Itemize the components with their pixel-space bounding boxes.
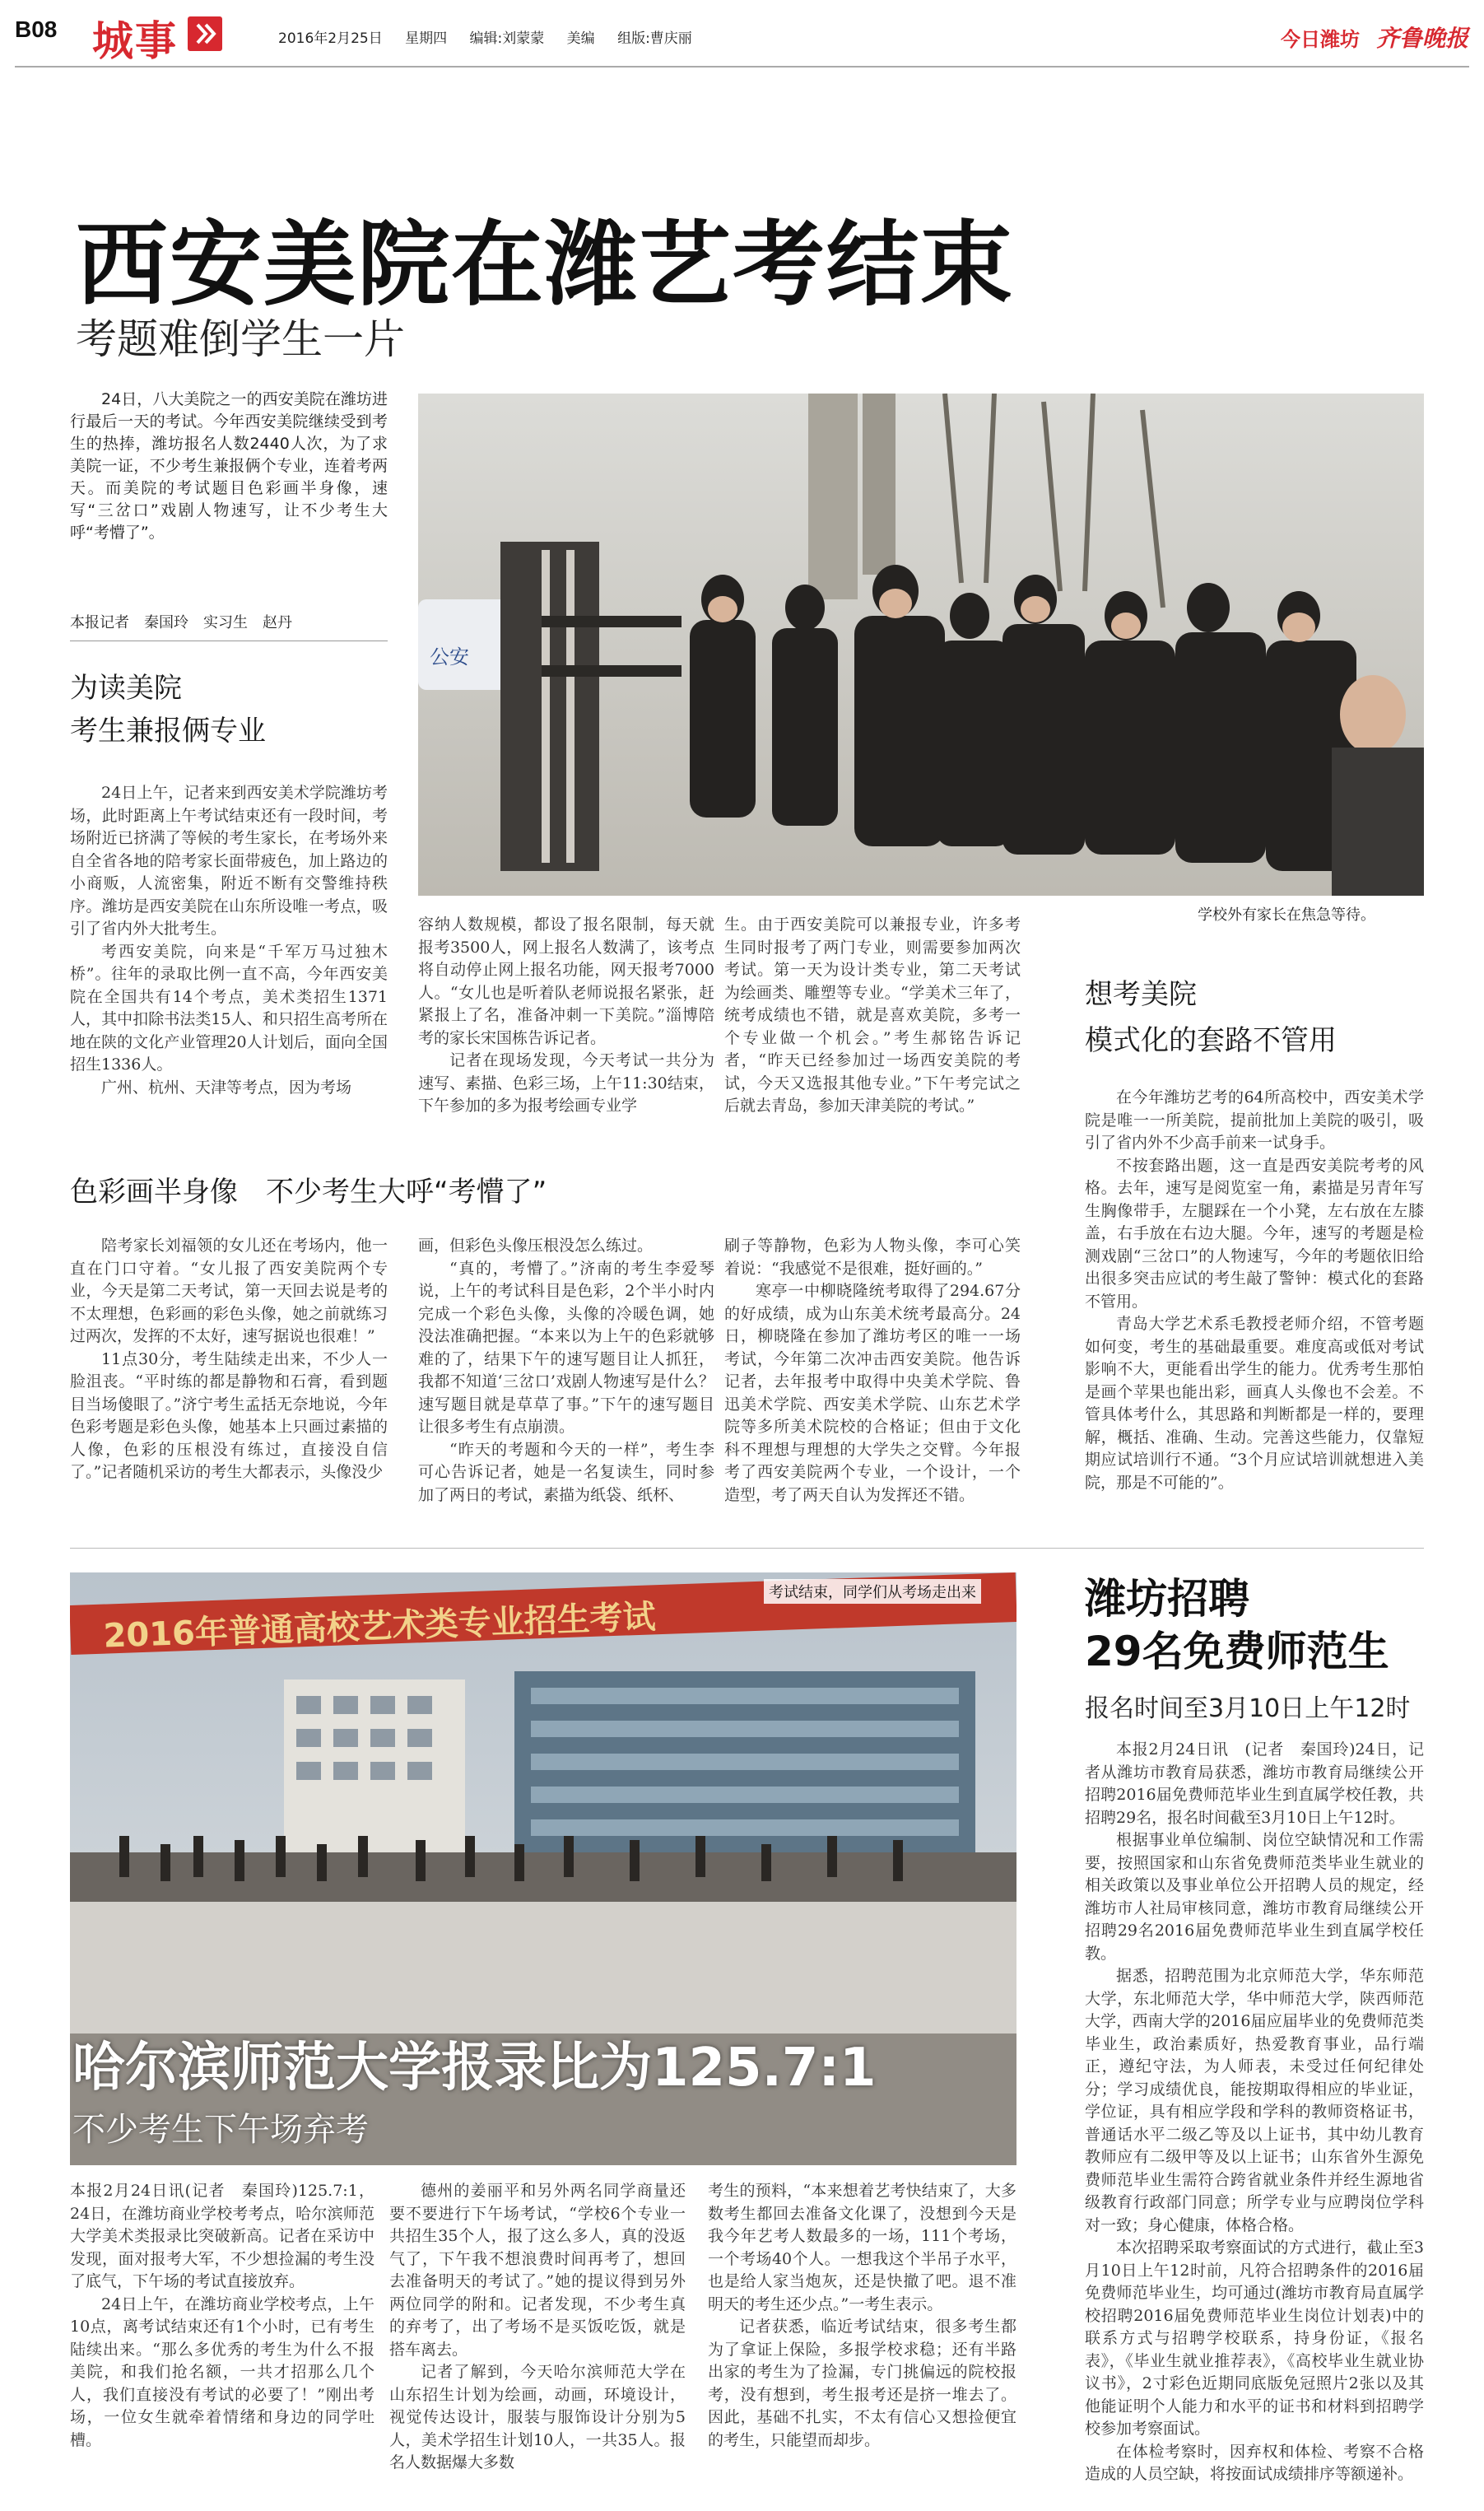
weekday: 星期四 (405, 30, 448, 47)
s1-col3-p1: 生。由于西安美院可以兼报专业，许多考生同时报考了两门专业，则需要参加两次考试。第一天为设计类专业，第二天考试为绘画类、雕塑等专业。“学美术三年了，统考成绩也不错，就是喜欢美院，多考一个专业做一个机会。”考生郝铭告诉记者，“昨天已经参加过一场西安美院的考试，今天又选报其他专业。”下午考完试之后就去青岛，参加天津美院的考试。” (724, 915, 1021, 1115)
side-p1: 本报2月24日讯 (记者 秦国玲)24日，记者从潍坊市教育局获悉，潍坊市教育局继续公开招聘2016届免费师范毕业生到直属学校任教，共招聘29名，报名时间截至3月10日上午12时。 (1085, 1740, 1424, 1827)
s3-col-p2: 不按套路出题，这一直是西安美院考考的风格。去年，速写是阅览室一角，素描是另青年写生胸像带手，左腿踩在一个小凳，左右放在左膝盖，右手放在右边大腿。今年，速写的考题是检测戏剧“三岔口”的人物速写，今年的考题依旧给出很多突击应试的考生敲了警钟：模式化的套路不管用。 (1085, 1156, 1424, 1311)
banner-col2-p2: 记者了解到，今天哈尔滨师范大学在山东招生计划为绘画，动画，环境设计，视觉传达设计，服装与服饰设计分别为5人，美术学招生计划10人，一共35人。报名人数据爆大多数 (389, 2363, 686, 2471)
section1-title-line2: 考生兼报俩专业 (70, 715, 266, 748)
main-subhead: 考题难倒学生一片 (76, 315, 405, 363)
s3-col-p3: 青岛大学艺术系毛教授老师介绍，不管考题如何变，考生的基础最重要。难度高或低对考试影响不大，更能看出学生的能力。优秀考生那怕是画个苹果也能出彩，画真人头像也不会差。不管具体考什么，其思路和判断都是一样的，要理解，概括、准确、生动。完善这些能力，仅靠短期应试培训行不通。“3个月应试培训就想进入美院，那是不可能的”。 (1085, 1315, 1424, 1492)
byline: 本报记者 秦国玲 实习生 赵丹 (70, 614, 292, 631)
banner-col3 (708, 2180, 1016, 2493)
section-chevron-icon (188, 16, 222, 51)
page-number: B08 (15, 16, 58, 42)
main-photo-caption: 学校外有家长在焦急等待。 (1198, 906, 1375, 924)
section1-col2 (418, 914, 714, 1136)
section3-col (1085, 1087, 1424, 1507)
section1-title (70, 667, 266, 752)
art-editor: 美编 (566, 30, 595, 47)
section3-title (1085, 971, 1337, 1064)
s2-col3-p1: 刷子等静物，色彩为人物头像，李可心笑着说：“我感觉不是很难，挺好画的。” (724, 1237, 1021, 1278)
s2-col1-p1: 陪考家长刘福领的女儿还在考场内，他一直在门口守着。“女儿报了西安美院两个专业，今天是第二天考试，第一天回去说是考的不太理想，色彩画的彩色头像，她之前就练习过两次，发挥的不太好，速写据说也很难！” (70, 1237, 388, 1345)
police-car-text: 公安 (430, 645, 469, 669)
section2-col1 (70, 1235, 388, 1507)
header-divider (15, 66, 1469, 68)
section-logo (89, 7, 245, 65)
side-p2: 根据事业单位编制、岗位空缺情况和工作需要，按照国家和山东省免费师范类毕业生就业的相关政策以及事业单位公开招聘人员的规定，经潍坊市人社局审核同意，潍坊市教育局继续公开招聘29名2016届免费师范毕业生到直属学校任教。 (1085, 1831, 1424, 1963)
section3-title-line2: 模式化的套路不管用 (1085, 1024, 1337, 1057)
banner-col2 (389, 2180, 686, 2493)
section-title: 城事 (92, 17, 178, 65)
side-headline (1085, 1572, 1389, 1678)
section3-title-line1: 想考美院 (1085, 978, 1197, 1011)
layout-editor: 组版:曹庆丽 (617, 30, 692, 47)
s2-col1-p2: 11点30分，考生陆续走出来，不少人一脸沮丧。“平时练的都是静物和石膏，看到题目当场傻眼了。”济宁考生孟括无奈地说，今年色彩考题是彩色头像，她基本上只画过素描的人像，色彩的压根没有练过，直接没自信了。”记者随机采访的考生大都表示，头像没少 (70, 1349, 388, 1481)
lead-paragraph (70, 389, 388, 586)
banner-col3-p2: 记者获悉，临近考试结束，很多考生都为了拿证上保险，多报学校求稳；还有半路出家的考生为了捡漏，专门挑偏远的院校报考，没有想到，考生报考还是挤一堆去了。因此，基础不扎实，不太有信心又想捡便宜的考生，只能望而却步。 (708, 2318, 1016, 2449)
section1-col3 (724, 914, 1021, 1136)
side-p4: 本次招聘采取考察面试的方式进行，截止至3月10日上午12时前，凡符合招聘条件的2016届免费师范毕业生，均可通过(潍坊市教育局直属学校招聘2016届免费师范毕业生岗位计划表)中的联系方式与招聘学校联系，持身份证，《报名表》，《毕业生就业推荐表》，《高校毕业生就业协议书》，2寸彩色近期同底版免冠照片2张以及其他能证明个人能力和水平的证书和材料到招聘学校参加考察面试。 (1085, 2238, 1424, 2438)
banner-col1 (70, 2180, 374, 2493)
s2-col2-p2: “真的，考懵了。”济南的考生李爱琴说，上午的考试科目是色彩，2个半小时内完成一个彩色头像，头像的冷暖色调，她没法准确把握。“本来以为上午的色彩就够难的了，结果下午的速写题目让人抓狂，我都不知道‘三岔口’戏剧人物速写是什么？速写题目就是草草了事。”下午的速写题目让很多考生有点崩溃。 (418, 1259, 714, 1436)
banner-col2-p1: 德州的姜丽平和另外两名同学商量还要不要进行下午场考试，“学校6个专业一共招生35个人，报了这么多人，真的没返气了，下午我不想浪费时间再考了，想回去准备明天的考试了。”她的提议得到另外两位同学的附和。记者发现，不少考生真的弃考了，出了考场不是买饭吃饭，就是搭车离去。 (389, 2182, 686, 2359)
banner-col1-p1: 本报2月24日讯(记者 秦国玲)125.7:1，24日，在潍坊商业学校考考点，哈尔滨师范大学美术类报录比突破新高。记者在采访中发现，面对报考大军，不少想捡漏的考生没了底气，下午场的考试直接放弃。 (70, 2182, 374, 2290)
side-p3: 据悉，招聘范围为北京师范大学，华东师范大学，东北师范大学，华中师范大学，陕西师范大学，西南大学的2016届应届毕业的免费师范类毕业生，政治素质好，热爱教育事业，品行端正，遵纪守法，为人师表，未受过任何纪律处分；学习成绩优良，能按期取得相应的毕业证，学位证，具有相应学段和学科的教师资格证书，普通话水平二级乙等及以上证书，其中幼儿教育教师应有二级甲等及以上证书；山东省外生源免费师范毕业生需符合跨省就业条件并经生源地省级教育行政部门同意；所学专业与应聘岗位学科对一致；身心健康，体格合格。 (1085, 1967, 1424, 2234)
s3-col-p1: 在今年潍坊艺考的64所高校中，西安美术学院是唯一一所美院，提前批加上美院的吸引，吸引了省内外不少高手前来一试身手。 (1085, 1088, 1424, 1152)
side-headline-line2: 29名免费师范生 (1085, 1628, 1389, 1675)
banner-subhead: 不少考生下午场弃考 (72, 2111, 369, 2149)
s1-col2-p2: 记者在现场发现，今天考试一共分为速写、素描、色彩三场，上午11:30结束，下午参加的多为报考绘画专业学 (418, 1051, 714, 1115)
s1-col1-p3: 广州、杭州、天津等考点，因为考场 (101, 1078, 352, 1097)
header-meta (278, 26, 692, 47)
section-divider-horizontal (70, 1548, 1424, 1549)
side-p5: 在体检考察时，因弃权和体检、考察不合格造成的人员空缺，将按面试成绩排序等额递补。 (1085, 2442, 1424, 2483)
section2-col2 (418, 1235, 714, 1507)
main-photo-crowd (418, 394, 1424, 896)
s2-col3-p2: 寒亭一中柳晓隆统考取得了294.67分的好成绩，成为山东美术统考最高分。24日，柳晓隆在参加了潍坊考区的唯一一场考试，今年第二次冲击西安美院。他告诉记者，去年报考中取得中央美术学院、鲁迅美术学院、西安美术学院、山东艺术学院等多所美术院校的合格证；但由于文化科不理想与理想的大学失之交臂。今年报考了西安美院两个专业，一个设计，一个造型，考了两天自认为发挥还不错。 (724, 1282, 1021, 1504)
header-right-label: 今日潍坊 (1281, 28, 1360, 51)
s2-col2-p1: 画，但彩色头像压根没怎么练过。 (418, 1237, 654, 1255)
lead-text: 24日，八大美院之一的西安美院在潍坊进行最后一天的考试。今年西安美院继续受到考生的热捧，潍坊报名人数2440人次，为了求美院一证，不少考生兼报俩个专业，连着考两天。而美院的考试题目色彩画半身像，速写“三岔口”戏剧人物速写，让不少考生大呼“考懵了”。 (70, 390, 388, 542)
section2-title: 色彩画半身像 不少考生大呼“考懵了” (70, 1176, 547, 1209)
main-headline: 西安美院在潍艺考结束 (76, 212, 1014, 319)
newspaper-brand: 齐鲁晚报 (1376, 25, 1469, 52)
side-article-body (1085, 1739, 1424, 2496)
banner-col1-p2: 24日上午，在潍坊商业学校考点，上午10点，离考试结束还有1个小时，已有考生陆续出来。“那么多优秀的考生为什么不报美院，和我们抢名额，一共才招那么几个人，我们直接没有考试的必要了！”刚出考场，一位女生就牵着情绪和身边的同学吐槽。 (70, 2294, 374, 2449)
banner-headline: 哈尔滨师范大学报录比为125.7:1 (72, 2038, 877, 2099)
banner-col3-p1: 考生的预料，“本来想着艺考快结束了，大多数考生都回去准备文化课了，没想到今天是我今年艺考人数最多的一场，111个考场，一个考场40个人。一想我这个半吊子水平，也是给人家当炮灰，还是快撤了吧。退不准明天的考生还少点。”一考生表示。 (708, 2182, 1016, 2313)
editor: 编辑:刘蒙蒙 (469, 30, 545, 47)
section2-col3 (724, 1235, 1021, 1507)
section1-col1 (70, 782, 388, 1136)
crowd-photo-illustration (418, 394, 1424, 896)
campus-banner-text: 2016年普通高校艺术类专业招生考试 (102, 1598, 657, 1656)
side-subhead: 报名时间至3月10日上午12时 (1085, 1694, 1411, 1723)
s1-col1-p1: 24日上午，记者来到西安美术学院潍坊考场，此时距离上午考试结束还有一段时间，考场附近已挤满了等候的考生家长，在考场外来自全省各地的陪考家长面带疲色，加上路边的小商贩，人流密集，附近不断有交警维持秩序。潍坊是西安美院在山东所设唯一考点，吸引了省内外大批考生。 (70, 784, 388, 938)
s2-col2-p3: “昨天的考题和今天的一样”，考生李可心告诉记者，她是一名复读生，同时参加了两日的考试，素描为纸袋、纸杯、 (418, 1440, 714, 1504)
s1-col2-p1: 容纳人数规模，都设了报名限制，每天就报考3500人，网上报名人数满了，该考点将自动停止网上报名功能，网天报考7000人。“女儿也是听着队老师说报名紧张，赶紧报上了名，准备冲刺一下美院。”淄博陪考的家长宋国栋告诉记者。 (418, 915, 714, 1047)
issue-date: 2016年2月25日 (278, 30, 383, 47)
side-headline-line1: 潍坊招聘 (1085, 1575, 1249, 1623)
banner-photo-caption: 考试结束，同学们从考场走出来 (764, 1579, 981, 1604)
s1-col1-p2: 考西安美院，向来是“千军万马过独木桥”。往年的录取比例一直不高，今年西安美院在全国共有14个考点，美术类招生1371人，其中扣除书法类15人、和只招生高考所在地在陕的文化产业管理20人计划后，面向全国招生1336人。 (70, 942, 388, 1074)
page-header (0, 0, 1484, 66)
section1-title-line1: 为读美院 (70, 672, 182, 705)
